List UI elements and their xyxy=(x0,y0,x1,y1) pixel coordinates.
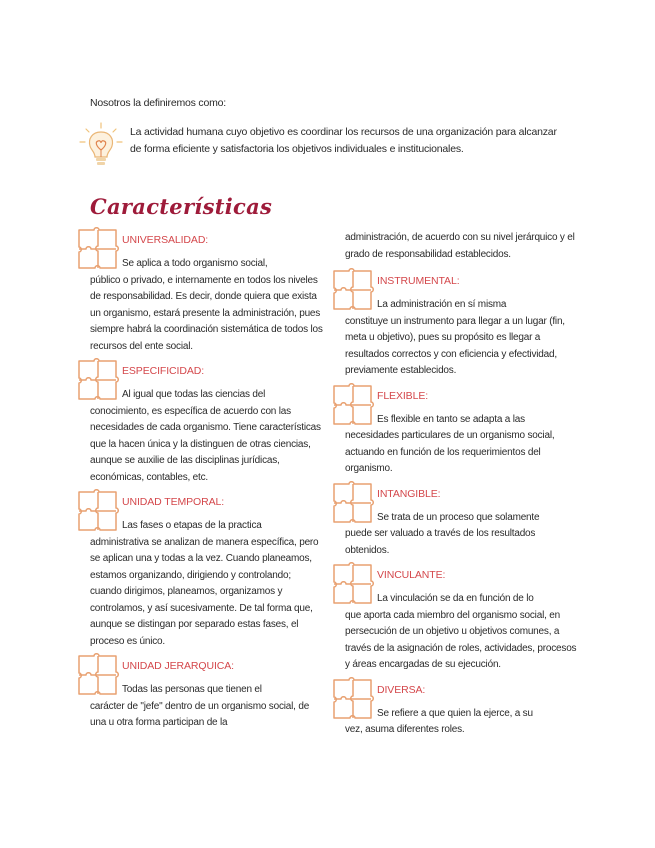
characteristic-text: que aporta cada miembro del organismo social, en persecución de un objetivo u objetivos comunes, a través de la asignación de roles, actividades, procesos y áreas encargadas de su ejecución. xyxy=(345,609,577,670)
characteristic-unidad-temporal xyxy=(90,490,325,650)
characteristic-text: puede ser valuado a través de los resultados obtenidos. xyxy=(345,528,536,556)
characteristic-flexible xyxy=(345,384,580,478)
puzzle-icon xyxy=(331,561,377,607)
characteristic-first-line: Las fases o etapas de la practica xyxy=(122,520,262,531)
characteristic-title: INSTRUMENTAL: xyxy=(377,275,460,287)
characteristic-title: UNIDAD TEMPORAL: xyxy=(122,496,225,508)
puzzle-icon xyxy=(76,226,122,272)
characteristic-text: administrativa se analizan de manera específica, pero se aplican una y todas a la vez. Cuando planeamos, estamos organizando, dirigiendo y controlando; cuando dirigimos, planeamos, organizamos y controlamos, y así sucesivamente. De tal forma que, aunque se distingan por separado estas fases, el proceso es único. xyxy=(90,536,319,647)
characteristic-first-line: Se aplica a todo organismo social, xyxy=(122,258,268,269)
continued-text: administración, de acuerdo con su nivel jerárquico y el grado de responsabilidad establecidos. xyxy=(345,232,575,260)
right-column xyxy=(345,230,580,743)
puzzle-icon xyxy=(331,480,377,526)
characteristic-text: conocimiento, es específica de acuerdo con las necesidades de cada organismo. Tiene características que la hacen única y la distinguen de otras ciencias, aunque se auxilie de las disciplinas jurídicas, económicas, contables, etc. xyxy=(90,405,321,483)
puzzle-icon xyxy=(331,267,377,313)
section-heading: Características xyxy=(90,194,273,219)
characteristic-first-line: Se trata de un proceso que solamente xyxy=(377,511,540,523)
characteristic-first-line: La vinculación se da en función de lo xyxy=(377,593,534,604)
puzzle-icon xyxy=(331,382,377,428)
characteristic-universalidad xyxy=(90,228,325,355)
characteristic-text: vez, asuma diferentes roles. xyxy=(345,724,465,735)
left-column xyxy=(90,228,325,736)
characteristic-text: necesidades particulares de un organismo social, actuando en función de los requerimientos del organismo. xyxy=(345,430,555,474)
characteristic-title: DIVERSA: xyxy=(377,683,426,696)
puzzle-icon xyxy=(76,357,122,403)
characteristic-title: ESPECIFICIDAD: xyxy=(122,365,205,377)
characteristic-first-line: Es flexible en tanto se adapta a las xyxy=(377,413,525,425)
puzzle-icon xyxy=(76,488,122,534)
intro-text: Nosotros la definiremos como: xyxy=(90,97,227,109)
characteristic-vinculante xyxy=(345,563,580,674)
characteristic-title: VINCULANTE: xyxy=(377,569,446,581)
characteristic-title: INTANGIBLE: xyxy=(377,487,441,500)
characteristic-diversa xyxy=(345,678,580,739)
characteristic-instrumental xyxy=(345,269,580,380)
definition-text: La actividad humana cuyo objetivo es coordinar los recursos de una organización para alcanzar de forma eficiente y satisfactoria los objetivos individuales e institucionales. xyxy=(130,126,557,155)
characteristic-text: carácter de "jefe" dentro de un organismo social, de una u otra forma participan de la xyxy=(90,700,310,728)
puzzle-icon xyxy=(76,652,122,698)
characteristic-especificidad xyxy=(90,359,325,486)
characteristic-text: público o privado, e internamente en todos los niveles de responsabilidad. Es decir, donde quiera que exista un organismo, estará presente la administración, pues siempre habrá la coordinación sistemática de todos los recursos del ente social. xyxy=(90,274,323,352)
characteristic-title: UNIVERSALIDAD: xyxy=(122,234,209,246)
puzzle-icon xyxy=(331,676,377,722)
lightbulb-heart-icon xyxy=(76,120,126,170)
characteristic-first-line: Todas las personas que tienen el xyxy=(122,684,262,695)
characteristic-text: constituye un instrumento para llegar a un lugar (fin, meta u objetivo), pues su propósito es llegar a resultados correctos y con eficiencia y efectividad, previamente establecidos. xyxy=(345,315,565,376)
characteristic-title: UNIDAD JERARQUICA: xyxy=(122,660,234,672)
definition-block xyxy=(76,120,566,170)
characteristic-intangible xyxy=(345,482,580,560)
characteristic-first-line: Se refiere a que quien la ejerce, a su xyxy=(377,707,533,719)
characteristic-title: FLEXIBLE: xyxy=(377,389,429,402)
characteristic-first-line: Al igual que todas las ciencias del xyxy=(122,389,266,400)
characteristic-first-line: La administración en sí misma xyxy=(377,299,507,310)
characteristic-unidad-jerarquica xyxy=(90,654,325,732)
